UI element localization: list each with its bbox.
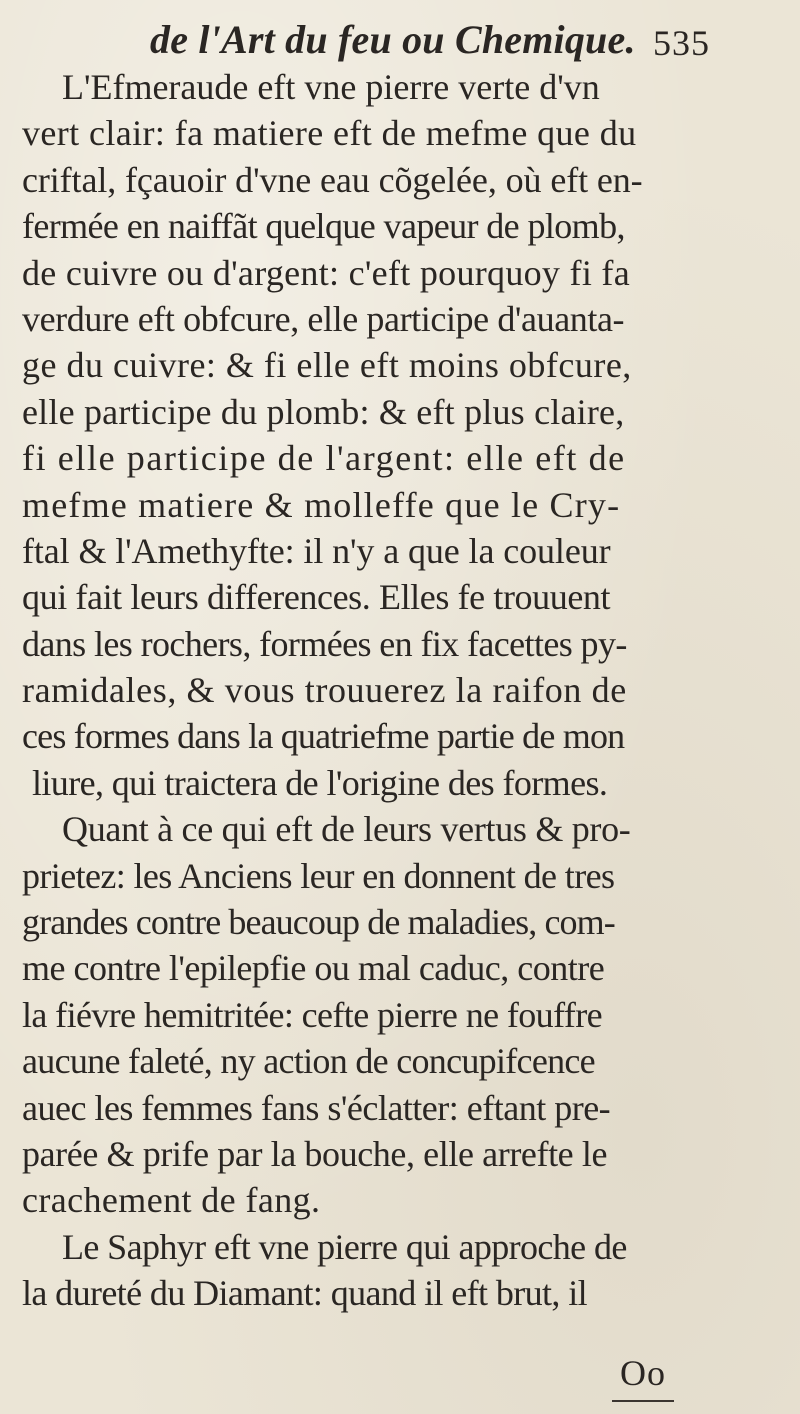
text-line: criftal, fçauoir d'vne eau cõgelée, où eft en- [22,159,643,200]
text-line: la fiévre hemitritée: cefte pierre ne fouffre [22,994,602,1035]
body-text [22,64,792,1317]
text-line: crachement de fang. [22,1180,321,1221]
catchword: Oo [620,1353,666,1393]
text-line: vert clair: fa matiere eft de mefme que du [22,113,637,154]
text-line: grandes contre beaucoup de maladies, com- [22,902,615,943]
text-line: de cuivre ou d'argent: c'eft pourquoy fi fa [22,252,630,293]
catchword-rule [612,1400,674,1402]
running-title: de l'Art du feu ou Chemique. [150,17,636,62]
text-line: ge du cuivre: & fi elle eft moins obfcure, [22,345,632,386]
text-line: la dureté du Diamant: quand il eft brut, il [22,1273,588,1314]
text-line: aucune faleté, ny action de concupifcence [22,1041,595,1082]
text-line: ftal & l'Amethyfte: il n'y a que la couleur [22,530,611,571]
text-line: dans les rochers, formées en fix facettes py- [22,623,627,664]
text-line: fi elle participe de l'argent: elle eft de [22,438,626,479]
text-line: Le Saphyr eft vne pierre qui approche de [62,1226,627,1267]
text-line: elle participe du plomb: & eft plus claire, [22,391,625,432]
text-line: L'Efmeraude eft vne pierre verte d'vn [62,67,600,107]
running-head [150,14,710,64]
text-line: me contre l'epilepfie ou mal caduc, contre [22,948,605,989]
text-line: mefme matiere & molleffe que le Cry- [22,484,621,525]
text-line: ramidales, & vous trouuerez la raifon de [22,670,627,711]
text-line: ces formes dans la quatriefme partie de mon [22,716,625,757]
text-line: fermée en naiffãt quelque vapeur de plomb, [22,206,625,247]
text-line: prietez: les Anciens leur en donnent de tres [22,855,615,896]
text-line: verdure eft obfcure, elle participe d'auanta- [22,298,625,339]
text-line: qui fait leurs differences. Elles fe trouuent [22,577,611,618]
page-number: 535 [653,23,710,63]
text-line: Quant à ce qui eft de leurs vertus & pro- [62,809,631,850]
text-line: liure, qui traictera de l'origine des formes. [32,762,608,803]
text-line: auec les femmes fans s'éclatter: eftant pre- [22,1087,611,1128]
text-line: parée & prife par la bouche, elle arrefte le [22,1133,608,1174]
